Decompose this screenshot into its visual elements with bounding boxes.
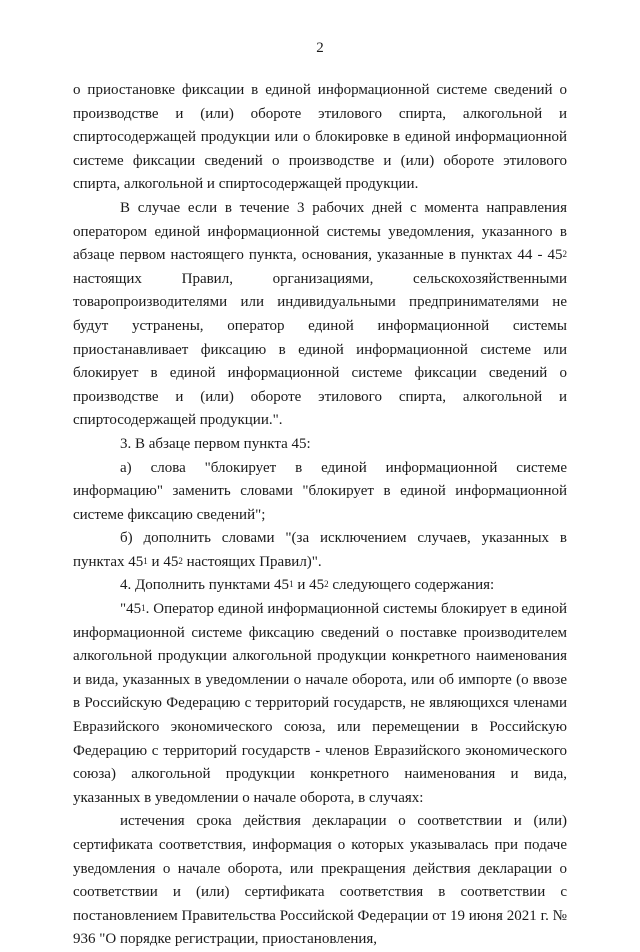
paragraph: б) дополнить словами "(за исключением случаев, указанных в пунктах $45^1$ и $45^2$ настоящих Правил)". <box>73 530 567 570</box>
page-number: 2 <box>316 40 324 56</box>
superscript-index: 2 <box>324 579 329 590</box>
paragraph: 3. В абзаце первом пункта 45: <box>120 435 311 452</box>
superscript-index: 2 <box>178 555 183 566</box>
paragraph: 4. Дополнить пунктами $45^1$ и $45^2$ следующего содержания: <box>120 577 495 594</box>
document-body <box>73 79 567 952</box>
paragraph: "$45^1$. Оператор единой информационной системы блокирует в единой информационной системе фиксацию сведений о поставке производителем алкогольной продукции алкогольной продукции конкретного наименования и вида, указанных в уведомлении о начале оборота, или об импорте (о ввозе в Российскую Федерацию с территорий государств, не являющихся членами Евразийского экономического союза, или перемещении в Российскую Федерацию с территорий государств - членов Евразийского экономического союза) алкогольной продукции конкретного наименования и вида, указанных в уведомлении о начале оборота, в случаях: <box>73 601 567 806</box>
superscript-index: 1 <box>141 603 146 614</box>
paragraph: истечения срока действия декларации о соответствии и (или) сертификата соответствия, информация о которых указывалась при подаче уведомления о начале оборота, или прекращения действия декларации о соответствии и (или) сертификата соответствия в соответствии с постановлением Правительства Российской Федерации от 19 июня 2021 г. № 936 "О порядке регистрации, приостановления, <box>73 813 567 948</box>
paragraph: о приостановке фиксации в единой информационной системе сведений о производстве и (или) обороте этилового спирта, алкогольной и спиртосодержащей продукции или о блокировке в единой информационной системе фиксации сведений о производстве и (или) обороте этилового спирта, алкогольной и спиртосодержащей продукции. <box>73 82 567 193</box>
superscript-index: 1 <box>143 555 148 566</box>
superscript-index: 1 <box>289 579 294 590</box>
superscript-index: 2 <box>562 249 567 260</box>
paragraph: В случае если в течение 3 рабочих дней с момента направления оператором единой информационной системы уведомления, указанного в абзаце первом настоящего пункта, основания, указанные в пунктах $44 - 45^2$ настоящих Правил, организациями, сельскохозяйственными товаропроизводителями или индивидуальными предпринимателями не будут устранены, оператор единой информационной системы приостанавливает фиксацию в единой информационной системе или блокирует в единой информационной системе фиксации сведений о производстве и (или) обороте этилового спирта, алкогольной и спиртосодержащей продукции.". <box>73 199 567 429</box>
paragraph: а) слова "блокирует в единой информационной системе информацию" заменить словами "блокирует в единой информационной системе фиксацию сведений"; <box>73 459 567 523</box>
